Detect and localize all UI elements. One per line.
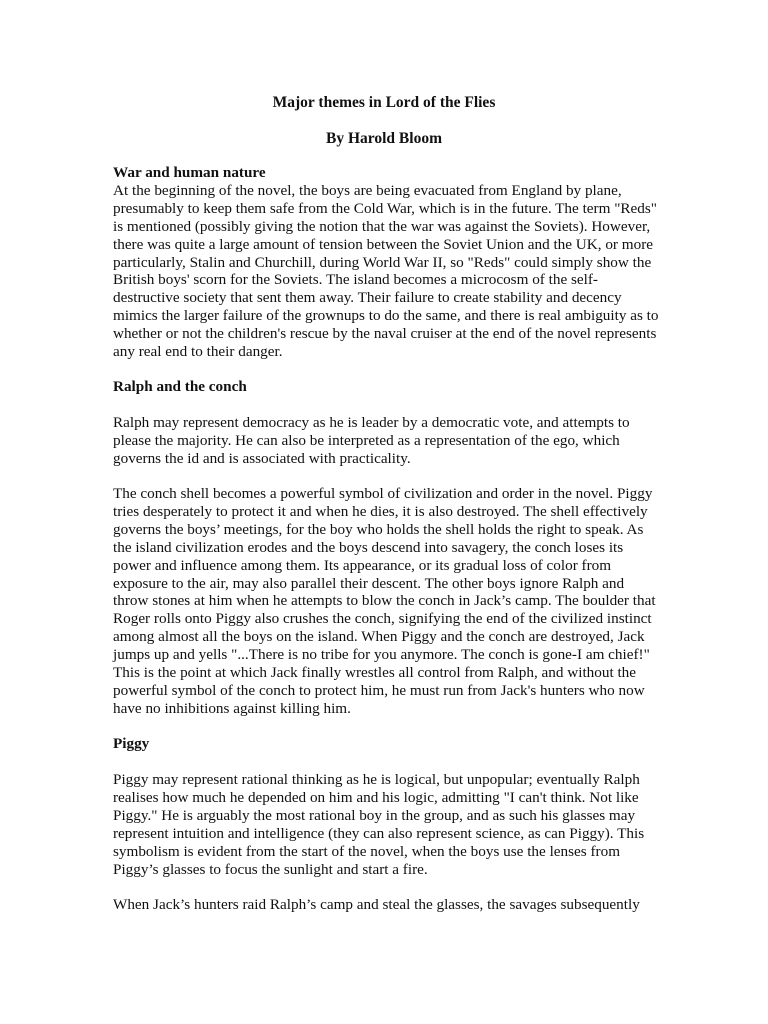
text-line: This is the point at which Jack finally wrestles all control from Ralph, and without the xyxy=(113,664,637,682)
section-piggy-paragraph-1 xyxy=(113,771,658,878)
text-line: tries desperately to protect it and when he dies, it is also destroyed. The shell effectively xyxy=(113,502,648,520)
text-line: mimics the larger failure of the grownups to do the same, and there is real ambiguity as to xyxy=(113,307,659,325)
text-line: please the majority. He can also be interpreted as a representation of the ego, which xyxy=(113,431,620,449)
paragraph xyxy=(113,414,658,468)
text-line: governs the boys’ meetings, for the boy who holds the shell holds the right to speak. As xyxy=(113,520,644,538)
text-line: powerful symbol of the conch to protect him, he must run from Jack's hunters who now xyxy=(113,681,645,699)
text-line: Piggy may represent rational thinking as he is logical, but unpopular; eventually Ralph xyxy=(113,771,640,788)
text-line: throw stones at him when he attempts to blow the conch in Jack’s camp. The boulder that xyxy=(113,592,656,610)
text-line: Ralph may represent democracy as he is leader by a democratic vote, and attempts to xyxy=(113,414,630,431)
text-line: realises how much he depended on him and his logic, admitting "I can't think. Not like xyxy=(113,788,639,806)
text-line: Piggy’s glasses to focus the sunlight and start a fire. xyxy=(113,860,428,878)
section-piggy-paragraph-2 xyxy=(113,896,658,914)
text-line: power and influence among them. Its appearance, or its gradual loss of color from xyxy=(113,556,612,574)
text-line: The conch shell becomes a powerful symbol of civilization and order in the novel. Piggy xyxy=(113,485,653,502)
section-ralph-and-the-conch xyxy=(113,378,658,396)
text-line: Roger rolls onto Piggy also crushes the conch, signifying the end of the civilized instinct xyxy=(113,610,652,628)
text-line: British boys' scorn for the Soviets. The island becomes a microcosm of the self- xyxy=(113,271,598,289)
text-line: At the beginning of the novel, the boys are being evacuated from England by plane, xyxy=(113,181,622,199)
text-line: particularly, Stalin and Churchill, during World War II, so "Reds" could simply show the xyxy=(113,253,652,271)
text-line: symbolism is evident from the start of the novel, when the boys use the lenses from xyxy=(113,842,621,860)
paragraph xyxy=(113,896,658,914)
section-heading: Ralph and the conch xyxy=(113,378,247,395)
page-title: Major themes in Lord of the Flies xyxy=(272,94,496,111)
text-line: whether or not the children's rescue by the naval cruiser at the end of the novel represents xyxy=(113,325,657,343)
section-piggy xyxy=(113,735,658,753)
text-line: any real end to their danger. xyxy=(113,343,283,361)
paragraph xyxy=(113,182,658,361)
text-line: is mentioned (possibly giving the notion that the war was against the Soviets). However, xyxy=(113,217,651,235)
text-line: When Jack’s hunters raid Ralph’s camp and steal the glasses, the savages subsequently xyxy=(113,896,640,913)
text-line: the island civilization erodes and the boys descend into savagery, the conch loses its xyxy=(113,538,624,556)
text-line: Piggy." He is arguably the most rational boy in the group, and as such his glasses may xyxy=(113,806,636,824)
text-line: governs the id and is associated with practicality. xyxy=(113,449,411,467)
page-author: By Harold Bloom xyxy=(326,130,442,147)
text-line: represent intuition and intelligence (they can also represent science, as can Piggy). This xyxy=(113,824,645,842)
section-ralph-paragraph-2 xyxy=(113,485,658,718)
paragraph xyxy=(113,771,658,878)
paragraph xyxy=(113,485,658,718)
text-line: presumably to keep them safe from the Cold War, which is in the future. The term "Reds" xyxy=(113,199,657,217)
section-heading: Piggy xyxy=(113,735,150,752)
text-line: exposure to the air, may also parallel their descent. The other boys ignore Ralph and xyxy=(113,574,625,592)
text-line: have no inhibitions against killing him. xyxy=(113,699,351,717)
text-line: there was quite a large amount of tension between the Soviet Union and the UK, or more xyxy=(113,235,653,253)
text-line: destructive society that sent them away. Their failure to create stability and decency xyxy=(113,289,622,307)
section-ralph-paragraph-1 xyxy=(113,414,658,468)
text-line: jumps up and yells "...There is no tribe for you anymore. The conch is gone-I am chief!" xyxy=(113,646,650,664)
section-heading: War and human nature xyxy=(113,164,266,181)
text-line: among almost all the boys on the island. When Piggy and the conch are destroyed, Jack xyxy=(113,628,645,646)
section-war-and-human-nature xyxy=(113,164,658,361)
